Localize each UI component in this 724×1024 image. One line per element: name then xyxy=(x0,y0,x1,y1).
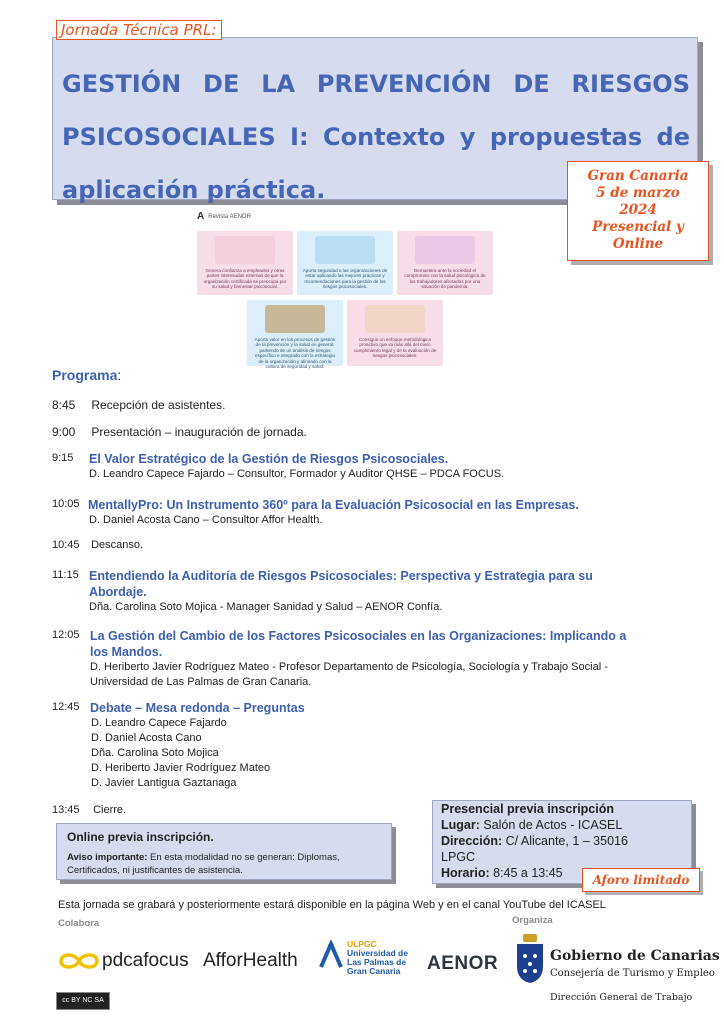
venue-label: Lugar: xyxy=(441,818,480,832)
affor-text: Affor xyxy=(203,950,243,971)
time: 11:15 xyxy=(52,569,79,581)
time: 13:45 xyxy=(52,804,80,816)
colabora-label: Colabora xyxy=(58,918,100,929)
ulpgc-text xyxy=(347,940,408,976)
ulpgc-line: Las Palmas de xyxy=(347,957,407,967)
card-text: Aporta valor en los procesos de gestión de la prevención y la salud en general, partiendo de un análisis de riesgos específico e integrado con la estrategia de la organización y alineado con la cultura de seguridad y salud. xyxy=(254,337,336,370)
warning-label: Aviso importante: xyxy=(67,852,148,863)
place-date-box xyxy=(567,161,709,261)
talk-title: MentallyPro: Un Instrumento 360º para la Evaluación Psicosocial en las Empresas. xyxy=(88,498,579,512)
card-text: Aporta seguridad a las organizaciones de estar aplicando las mejores prácticas y recomendaciones para la gestión de los riesgos psicosociales. xyxy=(302,268,388,290)
talk-speaker: Dña. Carolina Soto Mojica - Manager Sanidad y Salud – AENOR Confía. xyxy=(89,601,443,613)
panelist: D. Daniel Acosta Cano xyxy=(91,732,202,744)
venue xyxy=(441,817,683,833)
talk-speaker: D. Leandro Capece Fajardo – Consultor, Formador y Auditor QHSE – PDCA FOCUS. xyxy=(89,468,505,480)
online-registration-box xyxy=(56,823,392,880)
time: 8:45 xyxy=(52,398,76,412)
pdca-text: pdcafocus xyxy=(102,950,189,971)
onsite-heading: Presencial previa inscripción xyxy=(441,802,614,816)
panelist: D. Leandro Capece Fajardo xyxy=(91,717,227,729)
health-text: Health xyxy=(242,950,298,971)
item-text: Cierre. xyxy=(93,804,127,816)
pdca-focus-logo xyxy=(58,950,189,972)
event-type-label: Jornada Técnica PRL: xyxy=(56,20,222,40)
card-text: Demuestra ante la sociedad el compromiso con la salud psicológica de los trabajadores afectados por una situación de pandemia. xyxy=(404,268,486,290)
talk-title: Entendiendo la Auditoría de Riesgos Psicosociales: Perspectiva y Estrategia para su xyxy=(89,569,593,583)
modality-line-2: Online xyxy=(612,236,664,252)
infographic-card-4 xyxy=(247,300,343,370)
date-line: 5 de marzo xyxy=(596,185,680,201)
program-heading xyxy=(52,367,121,383)
pdca-infinity-icon xyxy=(58,950,100,972)
people-illustration-icon xyxy=(215,236,275,264)
aenor-a-icon: A xyxy=(197,211,205,222)
address-label: Dirección: xyxy=(441,834,503,848)
time: 9:00 xyxy=(52,425,76,439)
ulpgc-line: Universidad de xyxy=(347,948,408,958)
online-warning xyxy=(67,851,381,877)
checklist-icon xyxy=(365,305,425,333)
program-item xyxy=(52,804,126,816)
warning-text: En esta modalidad no se generan: Diplomas, Certificados, ni justificantes de asistencia. xyxy=(67,852,340,876)
schedule-label: Horario: xyxy=(441,866,490,880)
panelist: D. Javier Lantigua Gaztanaga xyxy=(91,777,237,789)
organiza-label: Organiza xyxy=(512,915,553,926)
address-value: C/ Alicante, 1 – 35016 xyxy=(502,834,628,848)
debate-title: Debate – Mesa redonda – Preguntas xyxy=(90,701,305,715)
card-text: Genera confianza a empleados y otras partes interesadas externas de que la organización certificada se preocupa por su salud y bienestar psicosocial. xyxy=(203,268,287,290)
direccion-general-title: Dirección General de Trabajo xyxy=(550,992,693,1003)
head-shield-icon xyxy=(315,236,375,264)
item-text: Descanso. xyxy=(91,539,144,551)
talk-speaker-cont: Universidad de Las Palmas de Gran Canaria. xyxy=(90,676,312,688)
ulpgc-emblem-icon xyxy=(318,940,344,970)
online-heading: Online previa inscripción. xyxy=(67,830,214,844)
program-item xyxy=(52,539,143,551)
time: 10:45 xyxy=(52,539,80,551)
creative-commons-license-icon: cc BY NC SA xyxy=(56,992,110,1010)
talk-title: El Valor Estratégico de la Gestión de Riesgos Psicosociales. xyxy=(89,452,449,466)
venue-value: Salón de Actos - ICASEL xyxy=(479,818,623,832)
schedule-value: 8:45 a 13:45 xyxy=(489,866,563,880)
time: 9:15 xyxy=(52,452,74,464)
recording-notice: Esta jornada se grabará y posteriormente estará disponible en la página Web y en el canal YouTube del ICASEL xyxy=(58,899,606,911)
talk-title: La Gestión del Cambio de los Factores Psicosociales en las Organizaciones: Implicando a xyxy=(90,629,627,643)
infographic-card-1 xyxy=(197,231,293,295)
infographic-card-2 xyxy=(297,231,393,295)
talk-speaker: D. Daniel Acosta Cano – Consultor Affor Health. xyxy=(89,514,323,526)
panelist: D. Heriberto Javier Rodríguez Mateo xyxy=(91,762,271,774)
year-line: 2024 xyxy=(619,202,657,218)
address xyxy=(441,833,683,849)
time: 12:05 xyxy=(52,629,80,641)
place-line: Gran Canaria xyxy=(587,168,689,184)
talk-title-cont: Abordaje. xyxy=(89,585,147,599)
consejeria-title: Consejería de Turismo y Empleo xyxy=(550,968,715,979)
program-item xyxy=(52,425,307,439)
affor-health-logo xyxy=(203,950,298,972)
time: 12:45 xyxy=(52,701,80,713)
aenor-logo: AENOR xyxy=(427,953,499,974)
card-text: Consigue un enfoque metodológico proactivo que va más allá del mero cumplimiento legal y de la evaluación de riesgos psicosociales. xyxy=(353,337,437,359)
mountain-flag-icon xyxy=(265,305,325,333)
ulpgc-line: Gran Canaria xyxy=(347,966,401,976)
time: 10:05 xyxy=(52,498,80,510)
program-heading-colon: : xyxy=(117,367,122,383)
page-title: GESTIÓN DE LA PREVENCIÓN DE RIESGOS PSICOSOCIALES I: Contexto y propuestas de aplicación práctica. xyxy=(62,70,690,204)
ulpgc-tag: ULPGC xyxy=(347,939,377,949)
modality-line-1: Presencial y xyxy=(592,219,684,235)
limited-capacity-badge: Aforo limitado xyxy=(582,868,700,892)
program-heading-text: Programa xyxy=(52,367,118,383)
panelist: Dña. Carolina Soto Mojica xyxy=(91,747,219,759)
infographic-card-5 xyxy=(347,300,443,366)
gobierno-canarias-logo xyxy=(514,934,546,989)
gobierno-title: Gobierno de Canarias xyxy=(550,948,720,964)
item-text: Recepción de asistentes. xyxy=(91,398,226,412)
program-item xyxy=(52,398,225,412)
coat-of-arms-icon xyxy=(514,934,546,984)
worker-screen-icon xyxy=(415,236,475,264)
item-text: Presentación – inauguración de jornada. xyxy=(91,425,307,439)
talk-title-cont: los Mandos. xyxy=(90,645,163,659)
infographic-source-text: Revista AENOR xyxy=(208,213,251,220)
talk-speaker: D. Heriberto Javier Rodríguez Mateo - Profesor Departamento de Psicología, Sociología y Trabajo Social - xyxy=(90,661,608,673)
ulpgc-logo xyxy=(318,940,408,976)
city: LPGC xyxy=(441,850,476,864)
infographic-card-3 xyxy=(397,231,493,295)
